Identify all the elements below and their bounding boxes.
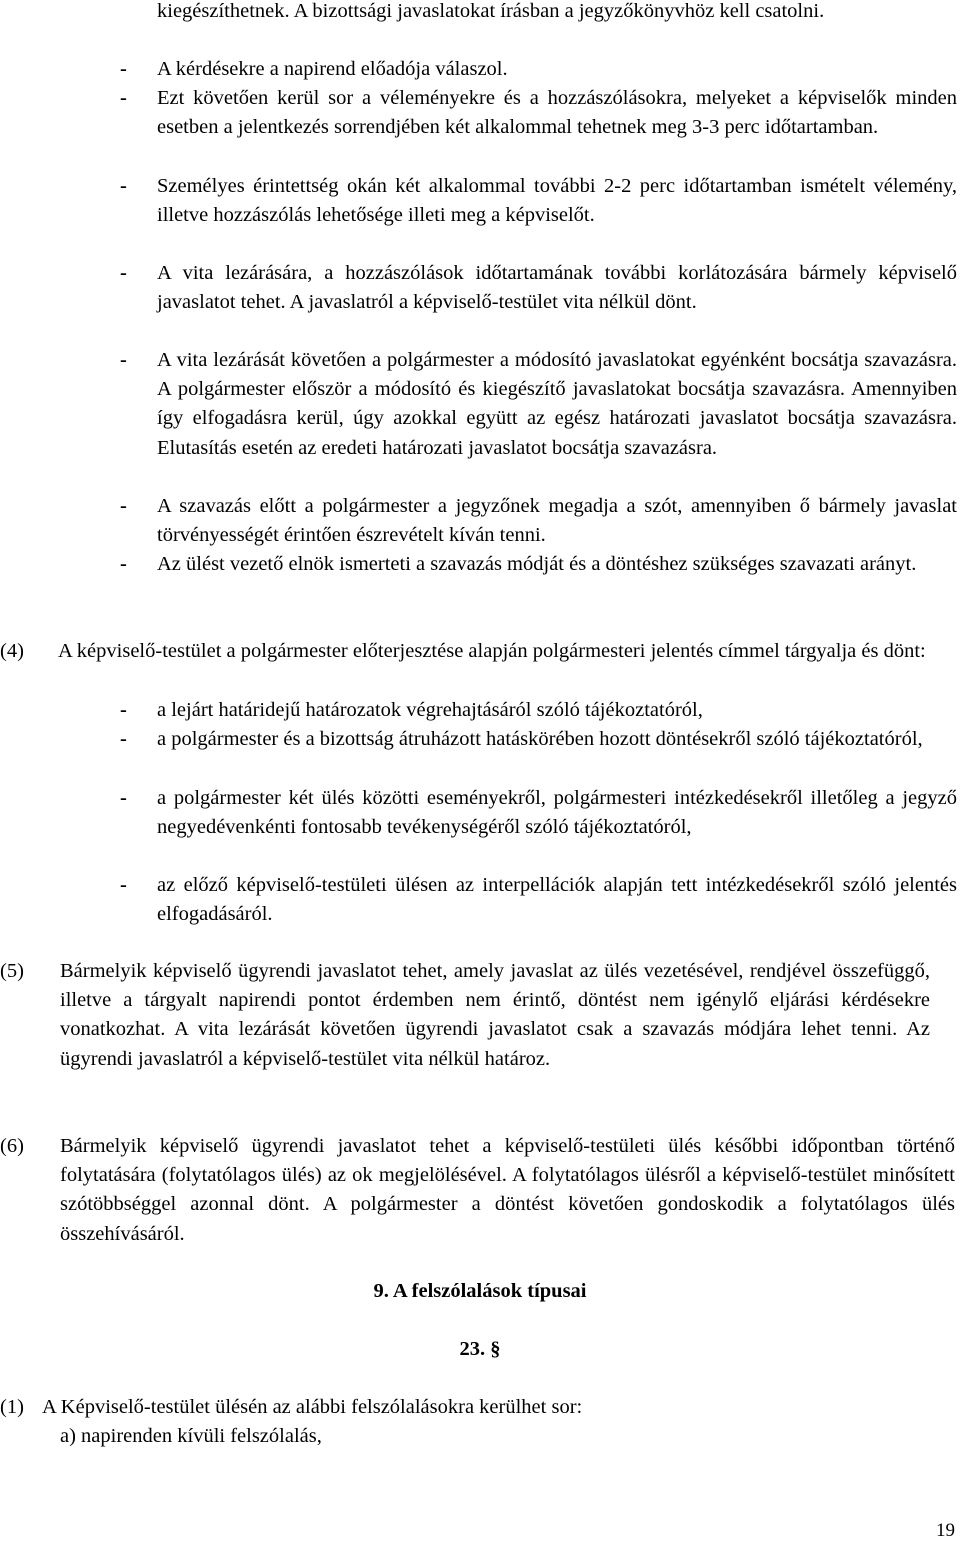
paragraph-6 [0,1132,955,1249]
list-item-text: A szavazás előtt a polgármester a jegyzőnek megadja a szót, amennyiben ő bármely javaslat törvényességét érintően észrevételt kíván tenni. [157,495,957,547]
paragraph-sign: 23. § [459,1338,501,1360]
paragraph-number: (1) [0,1396,24,1418]
paragraph-4 [0,637,955,666]
list-dash: - [120,175,127,197]
paragraph-text: Bármelyik képviselő ügyrendi javaslatot tehet a képviselő-testületi ülés későbbi időpontban történő folytatására (folytatólagos ülés) az ok megjelölésével. A folytatólagos ülésről a képviselő-testület minősített szótöbbséggel azonnal dönt. A polgármester a döntést követően gondoskodik a folytatólagos ülés összehívásáról. [60,1135,955,1245]
paragraph-number: (5) [0,960,24,982]
list-dash: - [120,349,127,371]
list-item-text: a polgármester két ülés közötti eseményekről, polgármesteri intézkedésekről illetőleg a jegyző negyedévenkénti fontosabb tevékenységéről szóló tájékoztatóról, [157,787,957,839]
list-dash: - [120,728,127,750]
list-item-text: a polgármester és a bizottság átruházott hatáskörében hozott döntésekről szóló tájékoztatóról, [157,728,923,750]
list-item-text: A kérdésekre a napirend előadója válaszol. [157,58,508,80]
list-dash: - [120,58,127,80]
list-item [120,725,957,783]
list-item [120,784,957,872]
list-item [120,871,957,929]
continuation-text: kiegészíthetnek. A bizottsági javaslatokat írásban a jegyzőkönyvhöz kell csatolni. [157,0,825,22]
list-item [120,172,957,260]
list-item-text: az előző képviselő-testületi ülésen az interpellációk alapján tett intézkedésekről szóló jelentés elfogadásáról. [157,874,957,926]
paragraph-5 [0,957,955,1074]
list-item [120,84,957,172]
list-item [120,696,957,726]
list-item-text: Az ülést vezető elnök ismerteti a szavazás módját és a döntéshez szükséges szavazati arányt. [157,553,917,575]
list-item [120,55,957,85]
section-heading: 9. A felszólalások típusai [373,1280,587,1302]
paragraph-23-1 [0,1393,955,1451]
list-item-text: a lejárt határidejű határozatok végrehajtásáról szóló tájékoztatóról, [157,699,703,721]
paragraph-text: A képviselő-testület a polgármester előterjesztése alapján polgármesteri jelentés címmel tárgyalja és dönt: [58,640,926,662]
page-number: 19 [936,1520,955,1541]
list-item [120,550,957,608]
list-item-text: A vita lezárására, a hozzászólások időtartamának további korlátozására bármely képviselő javaslatot tehet. A javaslatról a képviselő-testület vita nélkül dönt. [157,262,957,314]
list-dash: - [120,87,127,109]
list-dash: - [120,874,127,896]
list-dash: - [120,495,127,517]
paragraph-number: (4) [0,640,24,662]
list-dash: - [120,553,127,575]
paragraph-text: Bármelyik képviselő ügyrendi javaslatot tehet, amely javaslat az ülés vezetésével, rendjével összefüggő, illetve a tárgyalt napirendi pontot érdemben nem érintő, döntést nem igénylő eljárási kérdésekre vonatkozhat. A vita lezárását követően ügyrendi javaslatot csak a szavazás módjára lehet tenni. Az ügyrendi javaslatról a képviselő-testület vita nélkül határoz. [60,960,930,1070]
list-item-text: Személyes érintettség okán két alkalommal további 2-2 perc időtartamban ismételt vélemény, illetve hozzászólás lehetősége illeti meg a képviselőt. [157,175,957,227]
list-item [120,259,957,347]
list-item [120,346,957,492]
list-dash: - [120,699,127,721]
paragraph-text: A Képviselő-testület ülésén az alábbi felszólalásokra kerülhet sor: [42,1396,583,1418]
list-item-text: a) napirenden kívüli felszólalás, [60,1425,322,1448]
paragraph-number: (6) [0,1135,24,1157]
list-item-text: A vita lezárását követően a polgármester a módosító javaslatokat egyénként bocsátja szavazásra. A polgármester először a módosító és kiegészítő javaslatokat bocsátja szavazásra. Amennyiben így elfogadásra kerül, úgy azokkal együtt az egész határozati javaslatot bocsátja szavazásra. Elutasítás esetén az eredeti határozati javaslatot bocsátja szavazásra. [157,349,957,459]
list-item-text: Ezt követően kerül sor a véleményekre és a hozzászólásokra, melyeket a képviselők minden esetben a jelentkezés sorrendjében két alkalommal tehetnek meg 3-3 perc időtartamban. [157,87,957,139]
list-item [120,492,957,550]
list-dash: - [120,262,127,284]
list-dash: - [120,787,127,809]
